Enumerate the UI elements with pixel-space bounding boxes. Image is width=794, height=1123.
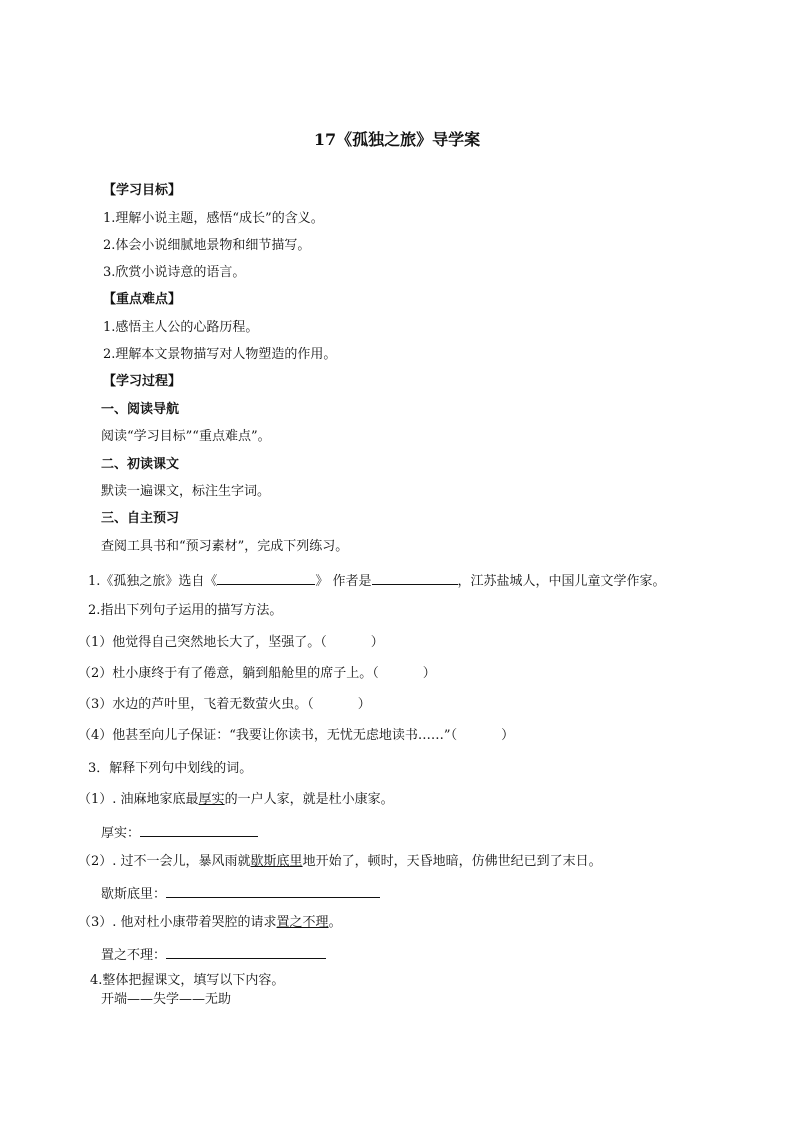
key-item: 1.感悟主人公的心路历程。 [103,320,259,335]
goals-heading: 【学习目标】 [103,183,182,198]
question-2-heading: 2.指出下列句子运用的描写方法。 [88,603,283,618]
q2-item-text: （1）他觉得自己突然地长大了，坚强了。（ [78,635,327,650]
question-3-heading: 3．解释下列句中划线的词。 [88,761,253,776]
answer-blank[interactable] [166,884,380,898]
q2-item-text: （3）水边的芦叶里，飞着无数萤火虫。（ [78,697,314,712]
section-text: 查阅工具书和“预习素材”，完成下列练习。 [101,539,349,554]
q4-text: 开端——失学——无助 [101,992,232,1007]
q2-item [78,727,514,745]
author-blank[interactable] [372,571,458,585]
section-text: 阅读“学习目标”“重点难点”。 [101,429,271,444]
goal-item: 2.体会小说细腻地景物和细节描写。 [103,238,311,253]
q2-item [78,634,384,652]
q2-item-text: （4）他甚至向儿子保证：“我要让你读书，无忧无虑地读书……”（ [78,728,458,743]
q2-item-text: （2）杜小康终于有了倦意，躺到船舱里的席子上。（ [78,666,379,681]
underlined-word: 歇斯底里 [250,854,303,869]
q3-text: 地开始了，顿时，天昏地暗，仿佛世纪已到了末日。 [302,854,602,869]
q3-answer [101,945,326,965]
goal-item: 1.理解小说主题，感悟“成长”的含义。 [103,211,324,226]
q3-text: （3）. 他对杜小康带着哭腔的请求 [78,915,277,930]
q1-text: 》 作者是 [315,574,372,589]
question-1 [88,571,666,591]
underlined-word: 厚实 [198,792,225,807]
q3-text: 。 [328,915,342,930]
q2-item-close: ） [501,728,515,743]
section-heading: 三、自主预习 [101,511,180,526]
underlined-word: 置之不理 [276,915,329,930]
q3-label: 歇斯底里： [101,887,167,902]
q3-text: （2）. 过不一会儿，暴风雨就 [78,854,251,869]
q3-answer [101,823,258,843]
book-title-blank[interactable] [217,571,315,585]
section-heading: 一、阅读导航 [101,402,180,417]
q3-label: 置之不理： [101,948,167,963]
goal-item: 3.欣赏小说诗意的语言。 [103,265,246,280]
answer-blank[interactable] [140,823,258,837]
q3-sentence [78,853,602,871]
key-heading: 【重点难点】 [103,292,182,307]
q3-sentence [78,914,342,932]
key-item: 2.理解本文景物描写对人物塑造的作用。 [103,347,337,362]
q3-sentence [78,791,394,809]
q3-answer [101,884,380,904]
question-4-heading: 4.整体把握课文，填写以下内容。 [90,973,285,988]
section-heading: 二、初读课文 [101,457,180,472]
q2-item-close: ） [422,666,436,681]
q3-text: （1）. 油麻地家底最 [78,792,199,807]
q2-item-close: ） [357,697,371,712]
page-title: 17《孤独之旅》导学案 [313,130,481,149]
q1-text: ，江苏盐城人，中国儿童文学作家。 [457,574,666,589]
section-text: 默读一遍课文，标注生字词。 [101,484,271,499]
process-heading: 【学习过程】 [103,374,182,389]
q2-item [78,696,371,714]
q2-item [78,665,436,683]
q3-text: 的一户人家，就是杜小康家。 [224,792,394,807]
answer-blank[interactable] [166,945,326,959]
q1-text: 1.《孤独之旅》选自《 [88,574,218,589]
q3-label: 厚实： [101,826,141,841]
q2-item-close: ） [370,635,384,650]
